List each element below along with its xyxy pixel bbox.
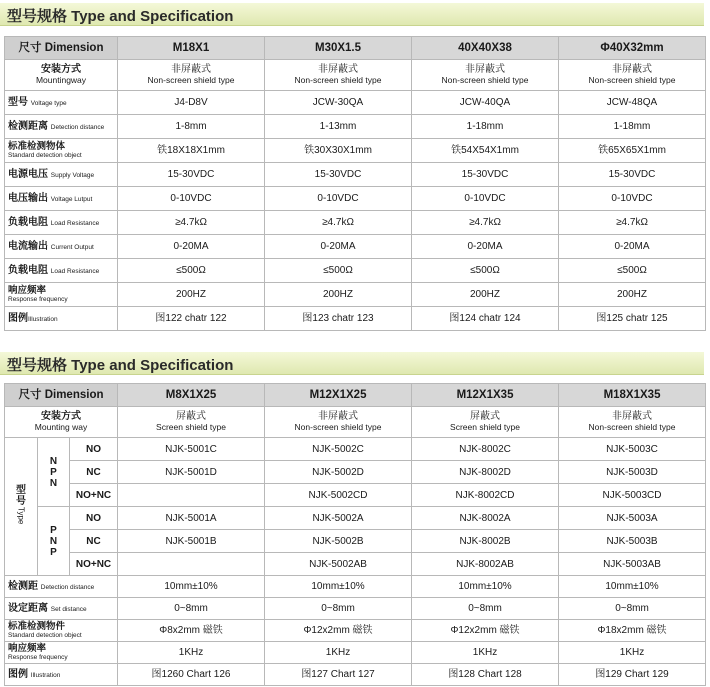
- table-row: [5, 620, 706, 642]
- cell: 图129 Chart 129: [559, 664, 706, 686]
- cell: [265, 60, 412, 91]
- cell: 0-10VDC: [412, 187, 559, 211]
- cell: 铁30X30X1mm: [265, 139, 412, 163]
- label-en: Set distance: [50, 605, 87, 613]
- row-label: [5, 235, 118, 259]
- row-label: [5, 620, 118, 642]
- cell: 图127 Chart 127: [265, 664, 412, 686]
- table-row: [5, 163, 706, 187]
- cell: 图122 chatr 122: [118, 307, 265, 331]
- row-label: [5, 598, 118, 620]
- table-row: [5, 211, 706, 235]
- table-row: [5, 576, 706, 598]
- spec-table-1: [4, 36, 706, 331]
- label-cn: 负载电阻: [8, 216, 48, 228]
- cell: [559, 60, 706, 91]
- cell: NJK-5001B: [118, 530, 265, 553]
- section2-banner: [0, 352, 704, 375]
- header-dimension: 尺寸 Dimension: [5, 384, 118, 407]
- cell: 铁54X54X1mm: [412, 139, 559, 163]
- row-label: [5, 115, 118, 139]
- type-label-en: Type: [16, 507, 26, 525]
- label-cn: 标准检测物件: [8, 620, 66, 632]
- cell: [412, 407, 559, 438]
- table-row: [5, 598, 706, 620]
- cell: ≤500Ω: [118, 259, 265, 283]
- cell-cn: 非屏蔽式: [465, 64, 505, 75]
- table-row: [5, 307, 706, 331]
- label-en: Voltage Lutput: [50, 195, 93, 203]
- table-row: [5, 507, 706, 530]
- label-en: Response frequency: [8, 295, 68, 303]
- cell: [118, 484, 265, 507]
- table-row: [5, 642, 706, 664]
- cell: 10mm±10%: [412, 576, 559, 598]
- row-label: [5, 187, 118, 211]
- cell: 0-20MA: [118, 235, 265, 259]
- label-en: Voltage type: [30, 99, 67, 107]
- output-label: NO+NC: [70, 484, 118, 507]
- cell: 1KHz: [559, 642, 706, 664]
- cell: 200HZ: [265, 283, 412, 307]
- label-cn: 响应频率: [8, 284, 47, 296]
- header-dimension: 尺寸 Dimension: [5, 37, 118, 60]
- row-label: [5, 642, 118, 664]
- table-row: [5, 91, 706, 115]
- row-label: [5, 307, 118, 331]
- section2-title: 型号规格 Type and Specification: [7, 357, 234, 374]
- cell: 0~8mm: [412, 598, 559, 620]
- cell: [118, 60, 265, 91]
- label-en: Detection distance: [50, 123, 105, 131]
- header-col-1: M8X1X25: [118, 384, 265, 407]
- cell: 图125 chatr 125: [559, 307, 706, 331]
- cell: NJK-8002D: [412, 461, 559, 484]
- cell: JCW-30QA: [265, 91, 412, 115]
- cell: 铁18X18X1mm: [118, 139, 265, 163]
- header-col-1: M18X1: [118, 37, 265, 60]
- table-row: [5, 235, 706, 259]
- cell: NJK-5003C: [559, 438, 706, 461]
- row-label: [5, 91, 118, 115]
- cell: 10mm±10%: [559, 576, 706, 598]
- cell: NJK-5003D: [559, 461, 706, 484]
- label-cn: 型号: [8, 96, 28, 108]
- type-label-cn: 型号: [16, 485, 26, 508]
- cell-en: Non-screen shield type: [441, 75, 529, 85]
- table-row: [5, 664, 706, 686]
- cell: J4-D8V: [118, 91, 265, 115]
- cell-cn: 屏蔽式: [470, 411, 501, 422]
- table1-header-row: [5, 37, 706, 60]
- label-en: Supply Voltage: [50, 171, 95, 179]
- cell: NJK-8002B: [412, 530, 559, 553]
- npn-text: NPN: [49, 455, 58, 489]
- cell-cn: 非屏蔽式: [171, 64, 211, 75]
- cell-cn: 非屏蔽式: [318, 411, 359, 422]
- cell: ≥4.7kΩ: [412, 211, 559, 235]
- label-cn: 负载电阻: [8, 264, 48, 276]
- table-row: [5, 283, 706, 307]
- label-cn: 安装方式: [41, 64, 81, 75]
- pnp-label: [38, 507, 70, 576]
- cell: ≤500Ω: [559, 259, 706, 283]
- header-col-3: 40X40X38: [412, 37, 559, 60]
- output-label: NO: [70, 438, 118, 461]
- cell-en: Non-screen shield type: [588, 422, 676, 432]
- row-label: [5, 211, 118, 235]
- cell-cn: 非屏蔽式: [318, 64, 358, 75]
- cell: JCW-40QA: [412, 91, 559, 115]
- label-en: Load Resistance: [50, 267, 100, 275]
- cell: 1KHz: [118, 642, 265, 664]
- cell: 0~8mm: [559, 598, 706, 620]
- cell: 10mm±10%: [265, 576, 412, 598]
- row-label: [5, 664, 118, 686]
- pnp-text: PNP: [49, 524, 58, 558]
- cell: NJK-8002AB: [412, 553, 559, 576]
- cell: NJK-5002B: [265, 530, 412, 553]
- cell: Φ8x2mm 磁铁: [118, 620, 265, 642]
- section1-title: 型号规格 Type and Specification: [7, 8, 234, 25]
- label-en: Mounting way: [34, 422, 88, 432]
- table-row: [5, 438, 706, 461]
- cell-cn: 非屏蔽式: [612, 64, 652, 75]
- table-row: [5, 115, 706, 139]
- cell: NJK-5001A: [118, 507, 265, 530]
- row-label: [5, 163, 118, 187]
- row-label: [5, 576, 118, 598]
- npn-label: [38, 438, 70, 507]
- cell: [559, 407, 706, 438]
- cell: 0-10VDC: [265, 187, 412, 211]
- row-label: [5, 259, 118, 283]
- cell: NJK-8002A: [412, 507, 559, 530]
- cell: NJK-5002CD: [265, 484, 412, 507]
- label-cn: 图例: [8, 668, 28, 680]
- table-row: [5, 530, 706, 553]
- cell: 200HZ: [118, 283, 265, 307]
- cell-en: Screen shield type: [156, 422, 226, 432]
- cell: 1-18mm: [559, 115, 706, 139]
- cell: 1-8mm: [118, 115, 265, 139]
- table-row: [5, 139, 706, 163]
- cell: ≥4.7kΩ: [559, 211, 706, 235]
- type-label: [5, 438, 38, 576]
- cell-en: Non-screen shield type: [147, 75, 235, 85]
- cell: NJK-5002A: [265, 507, 412, 530]
- cell: 图123 chatr 123: [265, 307, 412, 331]
- header-col-4: M18X1X35: [559, 384, 706, 407]
- label-cn: 电源电压: [8, 168, 48, 180]
- cell-en: Non-screen shield type: [294, 422, 382, 432]
- cell: NJK-5002C: [265, 438, 412, 461]
- cell: 15-30VDC: [412, 163, 559, 187]
- cell-en: Screen shield type: [450, 422, 520, 432]
- label-cn: 图例: [8, 312, 28, 324]
- table-row: [5, 259, 706, 283]
- cell: 15-30VDC: [559, 163, 706, 187]
- spec-table-2: [4, 383, 706, 686]
- label-cn: 检测距离: [8, 120, 48, 132]
- cell: [412, 60, 559, 91]
- cell: ≤500Ω: [412, 259, 559, 283]
- label-cn: 电压输出: [8, 192, 48, 204]
- output-label: NO: [70, 507, 118, 530]
- label-en: Standard detection object: [8, 151, 82, 159]
- cell: ≥4.7kΩ: [265, 211, 412, 235]
- cell: [265, 407, 412, 438]
- header-col-3: M12X1X35: [412, 384, 559, 407]
- cell: 15-30VDC: [118, 163, 265, 187]
- cell: NJK-5003AB: [559, 553, 706, 576]
- cell: 0~8mm: [118, 598, 265, 620]
- cell: 1KHz: [412, 642, 559, 664]
- cell: 0~8mm: [265, 598, 412, 620]
- cell: NJK-8002CD: [412, 484, 559, 507]
- row-label: [5, 139, 118, 163]
- table-row: [5, 407, 706, 438]
- table-row: [5, 461, 706, 484]
- cell: 0-20MA: [412, 235, 559, 259]
- label-en: Current Output: [50, 243, 94, 251]
- row-label: [5, 60, 118, 91]
- cell: ≥4.7kΩ: [118, 211, 265, 235]
- cell: 图128 Chart 128: [412, 664, 559, 686]
- cell: 0-20MA: [265, 235, 412, 259]
- cell: 0-20MA: [559, 235, 706, 259]
- cell: NJK-5003CD: [559, 484, 706, 507]
- cell: [118, 553, 265, 576]
- cell-en: Non-screen shield type: [294, 75, 382, 85]
- label-en: Illustration: [30, 671, 61, 679]
- cell: 图1260 Chart 126: [118, 664, 265, 686]
- header-col-2: M30X1.5: [265, 37, 412, 60]
- cell: NJK-5001D: [118, 461, 265, 484]
- cell: 15-30VDC: [265, 163, 412, 187]
- header-col-2: M12X1X25: [265, 384, 412, 407]
- cell: Φ18x2mm 磁铁: [559, 620, 706, 642]
- label-cn: 设定距离: [8, 602, 48, 614]
- output-label: NC: [70, 530, 118, 553]
- label-en: Load Resistance: [50, 219, 100, 227]
- label-cn: 标准检测物体: [8, 140, 66, 152]
- label-cn: 检测距: [8, 580, 38, 592]
- cell: 图124 chatr 124: [412, 307, 559, 331]
- cell: Φ12x2mm 磁铁: [265, 620, 412, 642]
- table-row: [5, 553, 706, 576]
- cell: JCW-48QA: [559, 91, 706, 115]
- section1-banner: [0, 3, 704, 26]
- label-en: Standard detection object: [8, 631, 82, 639]
- cell: 200HZ: [559, 283, 706, 307]
- cell-en: Non-screen shield type: [588, 75, 676, 85]
- cell: 0-10VDC: [118, 187, 265, 211]
- cell: Φ12x2mm 磁铁: [412, 620, 559, 642]
- cell: [118, 407, 265, 438]
- cell: 1-13mm: [265, 115, 412, 139]
- table-row: [5, 187, 706, 211]
- cell: 0-10VDC: [559, 187, 706, 211]
- cell: NJK-5003A: [559, 507, 706, 530]
- row-label: [5, 283, 118, 307]
- label-en: Response frequency: [8, 653, 68, 661]
- cell: 铁65X65X1mm: [559, 139, 706, 163]
- output-label: NO+NC: [70, 553, 118, 576]
- table-row: [5, 60, 706, 91]
- cell: 10mm±10%: [118, 576, 265, 598]
- cell: NJK-5003B: [559, 530, 706, 553]
- cell-cn: 屏蔽式: [176, 411, 207, 422]
- cell-cn: 非屏蔽式: [612, 411, 653, 422]
- header-col-4: Φ40X32mm: [559, 37, 706, 60]
- label-en: Mountingway: [35, 75, 87, 85]
- label-cn: 电流输出: [8, 240, 48, 252]
- cell: NJK-8002C: [412, 438, 559, 461]
- cell: 200HZ: [412, 283, 559, 307]
- cell: 1KHz: [265, 642, 412, 664]
- label-en: Detection distance: [40, 583, 95, 591]
- output-label: NC: [70, 461, 118, 484]
- label-en: Illustration: [28, 315, 58, 323]
- label-cn: 安装方式: [41, 411, 81, 422]
- table-row: [5, 484, 706, 507]
- cell: 1-18mm: [412, 115, 559, 139]
- cell: NJK-5002D: [265, 461, 412, 484]
- cell: ≤500Ω: [265, 259, 412, 283]
- table2-header-row: [5, 384, 706, 407]
- label-cn: 响应频率: [8, 642, 47, 654]
- cell: NJK-5002AB: [265, 553, 412, 576]
- row-label: [5, 407, 118, 438]
- cell: NJK-5001C: [118, 438, 265, 461]
